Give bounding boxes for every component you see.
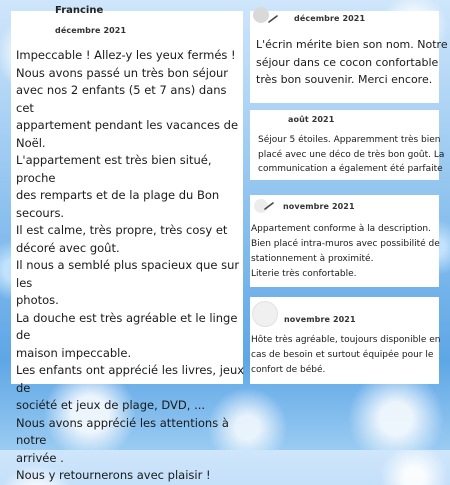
review-line: Impeccable ! Allez-y les yeux fermés ! [16, 48, 236, 62]
review-line: La douche est très agréable et le linge de [16, 310, 238, 342]
review-line: photos. [16, 293, 59, 307]
review-date: décembre 2021 [294, 14, 366, 23]
pen-icon [268, 14, 282, 24]
review-line: Séjour 5 étoiles. Apparemment très bien [258, 135, 441, 145]
review-text [258, 133, 444, 177]
review-text [256, 36, 448, 89]
review-line: secours. [16, 205, 65, 220]
review-line: confort de bébé. [251, 365, 326, 375]
review-line: Nous avons apprécié les attentions à notre [16, 415, 229, 447]
reviewer-name: Francine [55, 5, 104, 16]
review-line: L'appartement est très bien situé, proche [16, 153, 212, 185]
review-line: maison impeccable. [16, 345, 132, 360]
review-line: Hôte très agréable, toujours disponible en [251, 335, 441, 345]
review-line: avec nos 2 enfants (5 et 7 ans) dans cet [16, 83, 227, 115]
review-line: placé avec une déco de très bon goût. La [258, 149, 445, 160]
reviewer-avatar [253, 7, 269, 23]
review-text [16, 47, 248, 485]
review-line: très bon souvenir. Merci encore. [256, 73, 433, 86]
review-line: Nous avons passé un très bon séjour [16, 65, 228, 80]
review-line: stationnement à proximité. [251, 254, 374, 264]
review-card-1 [11, 5, 245, 482]
review-line: Nous y retournerons avec plaisir ! [16, 468, 211, 482]
reviewer-avatar [252, 301, 278, 327]
review-line: décoré avec goût. [16, 240, 120, 255]
review-line: Les enfants ont apprécié les livres, jeux de [16, 363, 245, 395]
review-card-3 [250, 110, 445, 180]
review-card-2 [250, 11, 448, 103]
review-card-5 [250, 297, 439, 384]
review-line: séjour dans ce cocon confortable [256, 55, 439, 69]
review-line: Il est calme, très propre, très cosy et [16, 223, 228, 237]
review-line: Literie très confortable. [251, 269, 357, 279]
review-date: novembre 2021 [284, 315, 356, 324]
review-line: Noël. [16, 135, 46, 150]
review-line: Bien placé intra-muros avec possibilité de [251, 239, 440, 249]
review-line: Il nous a semblé plus spacieux que sur les [16, 258, 240, 290]
review-text [251, 222, 440, 282]
review-line: des remparts et de la plage du Bon [16, 188, 220, 202]
review-line: appartement pendant les vacances de [16, 118, 239, 132]
review-date: décembre 2021 [55, 26, 127, 35]
review-line: arrivée . [16, 450, 64, 465]
review-line: société et jeux de plage, DVD, ... [16, 398, 206, 412]
review-date: novembre 2021 [283, 202, 355, 211]
review-line: communication a également été parfaite [258, 164, 443, 174]
review-line: Appartement conforme à la description. [251, 224, 431, 234]
review-line: L'écrin mérite bien son nom. Notre [256, 38, 448, 51]
review-date: août 2021 [288, 115, 335, 124]
pen-icon [264, 201, 278, 211]
review-line: cas de besoin et surtout équipée pour le [251, 350, 434, 360]
review-text [251, 333, 440, 378]
review-card-4 [250, 195, 439, 287]
